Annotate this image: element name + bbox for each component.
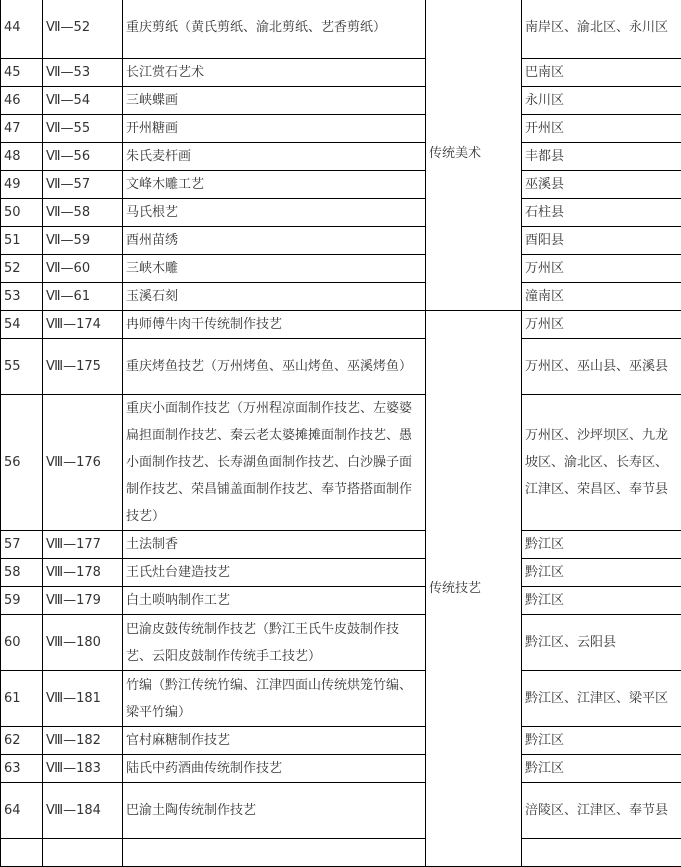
project-name: 文峰木雕工艺: [123, 171, 426, 199]
table-row: [1, 531, 681, 559]
table-row: [1, 283, 681, 311]
row-number: 48: [1, 143, 43, 171]
project-name: 重庆小面制作技艺（万州程凉面制作技艺、左婆婆扁担面制作技艺、秦云老太婆摊摊面制作技艺、愚小面制作技艺、长寿湖鱼面制作技艺、白沙臊子面制作技艺、荣昌铺盖面制作技艺、奉节搭搭面制作技艺）: [123, 395, 426, 531]
table-row: [1, 615, 681, 671]
project-code: Ⅷ—177: [43, 531, 123, 559]
row-number: 53: [1, 283, 43, 311]
area-cell: 永川区: [522, 87, 681, 115]
project-name: 陆氏中药酒曲传统制作技艺: [123, 755, 426, 783]
table-row: [1, 171, 681, 199]
project-name: 巴渝土陶传统制作技艺: [123, 783, 426, 839]
project-code: Ⅶ—59: [43, 227, 123, 255]
table-row: [1, 671, 681, 727]
area-cell: 黔江区: [522, 587, 681, 615]
category-cell: 传统美术: [426, 0, 522, 311]
area-cell: 黔江区: [522, 755, 681, 783]
area-cell: 酉阳县: [522, 227, 681, 255]
row-number: 47: [1, 115, 43, 143]
project-code: Ⅷ—174: [43, 311, 123, 339]
project-name: 官村麻糖制作技艺: [123, 727, 426, 755]
area-cell: 万州区: [522, 255, 681, 283]
row-number: 64: [1, 783, 43, 839]
row-number: 52: [1, 255, 43, 283]
row-number: 62: [1, 727, 43, 755]
project-code: Ⅷ—184: [43, 783, 123, 839]
table-row: [1, 727, 681, 755]
table-row: [1, 587, 681, 615]
project-name: 长江赏石艺术: [123, 59, 426, 87]
table-row: [1, 59, 681, 87]
project-code: Ⅷ—180: [43, 615, 123, 671]
project-name: 开州糖画: [123, 115, 426, 143]
project-code: Ⅶ—54: [43, 87, 123, 115]
project-name: 三峡木雕: [123, 255, 426, 283]
table-row: [1, 839, 681, 867]
area-cell: 万州区、沙坪坝区、九龙坡区、渝北区、长寿区、江津区、荣昌区、奉节县: [522, 395, 681, 531]
project-name: 玉溪石刻: [123, 283, 426, 311]
row-number: 46: [1, 87, 43, 115]
project-name: 酉州苗绣: [123, 227, 426, 255]
row-number: 50: [1, 199, 43, 227]
row-number: [1, 839, 43, 867]
row-number: 63: [1, 755, 43, 783]
area-cell: 巫溪县: [522, 171, 681, 199]
table-row: [1, 227, 681, 255]
area-cell: 黔江区: [522, 559, 681, 587]
project-code: Ⅶ—58: [43, 199, 123, 227]
row-number: 55: [1, 339, 43, 395]
area-cell: 潼南区: [522, 283, 681, 311]
table-row: [1, 311, 681, 339]
project-code: Ⅶ—60: [43, 255, 123, 283]
project-code: Ⅶ—56: [43, 143, 123, 171]
row-number: 44: [1, 0, 43, 59]
row-number: 61: [1, 671, 43, 727]
project-name: 三峡蝶画: [123, 87, 426, 115]
area-cell: 涪陵区、江津区、奉节县: [522, 783, 681, 839]
table-row: [1, 559, 681, 587]
category-cell: 传统技艺: [426, 311, 522, 867]
project-code: Ⅷ—181: [43, 671, 123, 727]
area-cell: 黔江区: [522, 531, 681, 559]
area-cell: 万州区: [522, 311, 681, 339]
project-code: Ⅷ—178: [43, 559, 123, 587]
project-name: 重庆剪纸（黄氏剪纸、渝北剪纸、艺香剪纸）: [123, 0, 426, 59]
area-cell: 南岸区、渝北区、永川区: [522, 0, 681, 59]
row-number: 58: [1, 559, 43, 587]
table-row: [1, 143, 681, 171]
project-name: 白土唢呐制作工艺: [123, 587, 426, 615]
table-row: [1, 339, 681, 395]
table-row: [1, 87, 681, 115]
project-code: Ⅷ—175: [43, 339, 123, 395]
row-number: 45: [1, 59, 43, 87]
table-row: [1, 255, 681, 283]
project-code: [43, 839, 123, 867]
project-code: Ⅶ—53: [43, 59, 123, 87]
area-cell: [522, 839, 681, 867]
project-code: Ⅷ—182: [43, 727, 123, 755]
project-name: 巴渝皮鼓传统制作技艺（黔江王氏牛皮鼓制作技艺、云阳皮鼓制作传统手工技艺）: [123, 615, 426, 671]
table-row: [1, 115, 681, 143]
project-name: 土法制香: [123, 531, 426, 559]
row-number: 59: [1, 587, 43, 615]
area-cell: 黔江区、云阳县: [522, 615, 681, 671]
project-code: Ⅶ—61: [43, 283, 123, 311]
project-name: 马氏根艺: [123, 199, 426, 227]
row-number: 60: [1, 615, 43, 671]
area-cell: 巴南区: [522, 59, 681, 87]
row-number: 49: [1, 171, 43, 199]
area-cell: 万州区、巫山县、巫溪县: [522, 339, 681, 395]
row-number: 54: [1, 311, 43, 339]
project-code: Ⅶ—52: [43, 0, 123, 59]
project-name: 竹编（黔江传统竹编、江津四面山传统烘笼竹编、梁平竹编）: [123, 671, 426, 727]
table-row: [1, 199, 681, 227]
project-name: 冉师傅牛肉干传统制作技艺: [123, 311, 426, 339]
project-code: Ⅶ—57: [43, 171, 123, 199]
row-number: 57: [1, 531, 43, 559]
area-cell: 石柱县: [522, 199, 681, 227]
project-code: Ⅷ—183: [43, 755, 123, 783]
area-cell: 开州区: [522, 115, 681, 143]
table-row: [1, 755, 681, 783]
row-number: 56: [1, 395, 43, 531]
project-code: Ⅷ—179: [43, 587, 123, 615]
table-row: [1, 395, 681, 531]
row-number: 51: [1, 227, 43, 255]
project-code: Ⅷ—176: [43, 395, 123, 531]
project-name: 朱氏麦杆画: [123, 143, 426, 171]
area-cell: 黔江区、江津区、梁平区: [522, 671, 681, 727]
table-row: [1, 783, 681, 839]
project-name: 重庆烤鱼技艺（万州烤鱼、巫山烤鱼、巫溪烤鱼）: [123, 339, 426, 395]
project-name: 王氏灶台建造技艺: [123, 559, 426, 587]
area-cell: 黔江区: [522, 727, 681, 755]
area-cell: 丰都县: [522, 143, 681, 171]
table-row: [1, 0, 681, 59]
project-code: Ⅶ—55: [43, 115, 123, 143]
project-name: [123, 839, 426, 867]
